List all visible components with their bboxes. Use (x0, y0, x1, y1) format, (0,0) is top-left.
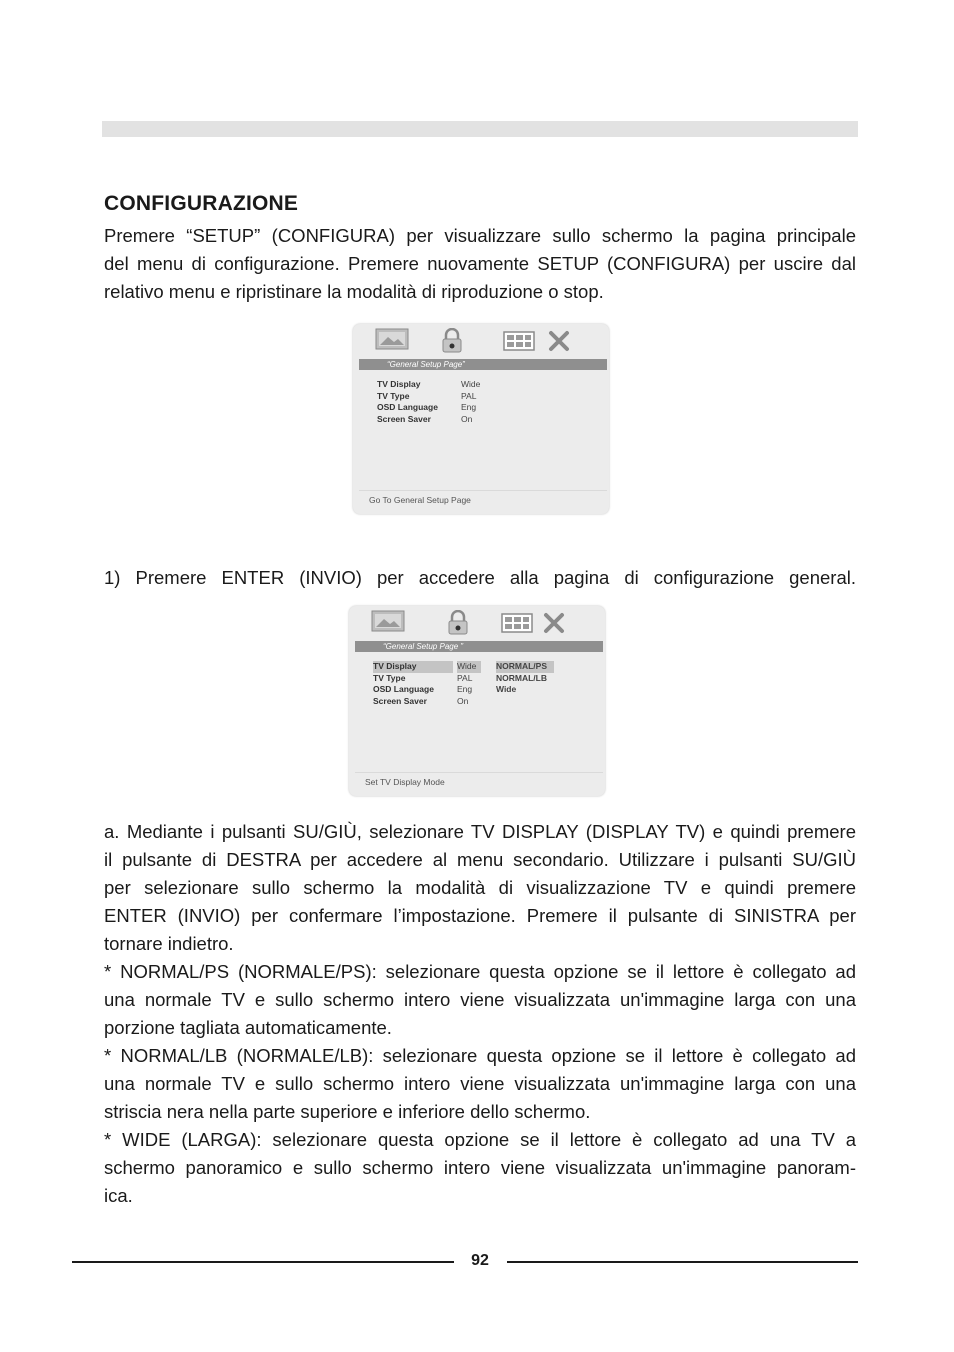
row-value: Eng (457, 684, 473, 694)
footer-rule-right (507, 1261, 858, 1263)
row-label: Screen Saver (377, 413, 431, 424)
body-line: striscia nera nella parte superiore e inferiore dello schermo. (104, 1101, 591, 1122)
submenu-option: NORMAL/LB (496, 672, 547, 683)
body-line: * WIDE (LARGA): selezionare questa opzione se il lettore è collegato ad una TV a (104, 1129, 856, 1150)
row-label: TV Display (373, 661, 453, 673)
body-line: schermo panoramico e sullo schermo intero viene visualizzata un'immagine panoram- (104, 1157, 856, 1178)
step-1-text: 1) Premere ENTER (INVIO) per accedere alla pagina di configurazione general. (104, 567, 856, 588)
lock-icon (447, 610, 469, 636)
body-line: a. Mediante i pulsanti SU/GIÙ, selezionare TV DISPLAY (DISPLAY TV) e quindi premere (104, 821, 856, 842)
body-line: porzione tagliata automaticamente. (104, 1017, 392, 1038)
row-label: TV Type (373, 672, 406, 683)
body-line: una normale TV e sullo schermo intero viene visualizzata un'immagine larga con una (104, 1073, 856, 1094)
tv-setup-icon (371, 610, 405, 634)
tv-display-menu-screenshot (349, 606, 605, 796)
body-line: tornare indietro. (104, 933, 234, 954)
close-icon (548, 330, 570, 352)
header-bar (102, 121, 858, 137)
submenu-option: NORMAL/PS (496, 661, 554, 673)
menu-header: “General Setup Page ” (355, 641, 603, 652)
row-value: On (457, 695, 469, 706)
row-label: Screen Saver (373, 695, 427, 706)
body-line: il pulsante di DESTRA per accedere al menu secondario. Utilizzare i pulsanti SU/GIÙ (104, 849, 856, 870)
body-line: per selezionare sullo schermo la modalità di visualizzazione TV e quindi premere (104, 877, 856, 898)
page-number: 92 (471, 1252, 489, 1269)
row-value: On (461, 413, 473, 424)
tv-setup-icon (375, 328, 409, 352)
body-line: ica. (104, 1185, 133, 1206)
instructions-paragraph (104, 818, 856, 1210)
footer-rule-left (72, 1261, 454, 1263)
setup-menu-screenshot (353, 324, 609, 514)
intro-paragraph (104, 222, 856, 306)
row-label: OSD Language (373, 684, 434, 694)
row-value: Wide (461, 379, 481, 389)
body-line: * NORMAL/PS (NORMALE/PS): selezionare questa opzione se il lettore è collegato ad (104, 961, 856, 982)
row-value: PAL (461, 390, 477, 401)
close-icon (543, 612, 565, 634)
lock-icon (441, 328, 463, 354)
row-value: Eng (461, 402, 477, 412)
menu-footer: Set TV Display Mode (355, 772, 603, 790)
grid-icon (501, 613, 533, 633)
submenu-option: Wide (496, 684, 517, 694)
menu-header: “General Setup Page” (359, 359, 607, 370)
row-label: TV Display (377, 379, 421, 389)
menu-icon-bar (353, 324, 609, 358)
section-title: CONFIGURAZIONE (104, 192, 299, 215)
menu-icon-bar (349, 606, 605, 640)
intro-line: relativo menu e ripristinare la modalità di riproduzione o stop. (104, 281, 604, 302)
row-value: PAL (457, 672, 473, 683)
row-label: OSD Language (377, 402, 438, 412)
row-label: TV Type (377, 390, 410, 401)
menu-footer: Go To General Setup Page (359, 490, 607, 508)
intro-line: del menu di configurazione. Premere nuovamente SETUP (CONFIGURA) per uscire dal (104, 253, 856, 274)
intro-line: Premere “SETUP” (CONFIGURA) per visualizzare sullo schermo la pagina principale (104, 225, 856, 246)
body-line: una normale TV e sullo schermo intero viene visualizzata un'immagine larga con una (104, 989, 856, 1010)
row-value: Wide (457, 661, 481, 673)
body-line: * NORMAL/LB (NORMALE/LB): selezionare questa opzione se il lettore è collegato ad (104, 1045, 856, 1066)
body-line: ENTER (INVIO) per confermare l’impostazione. Premere il pulsante di SINISTRA per (104, 905, 856, 926)
grid-icon (503, 331, 535, 351)
